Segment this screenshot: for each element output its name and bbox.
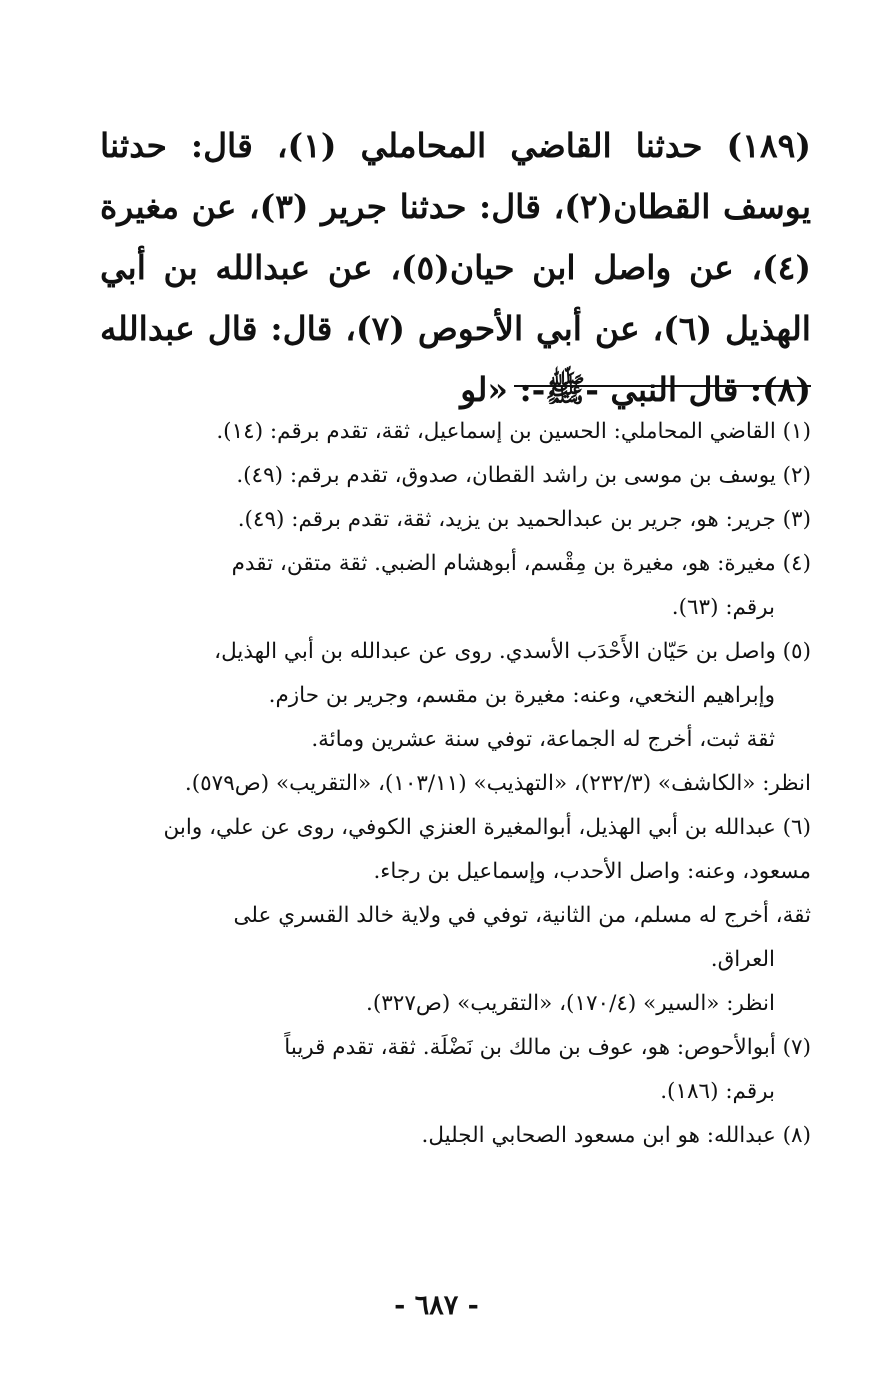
footnote-7-continuation: برقم: (١٨٦). [660,1079,775,1104]
footnote-1: (١) القاضي المحاملي: الحسين بن إسماعيل، ثقة، تقدم برقم: (١٤). [216,419,811,444]
footnote-5-grading: ثقة ثبت، أخرج له الجماعة، توفي سنة عشرين ومائة. [311,727,775,752]
footnote-7: (٧) أبوالأحوص: هو، عوف بن مالك بن نَضْلَة. ثقة، تقدم قريباً [284,1035,811,1060]
main-text: (١٨٩) حدثنا القاضي المحاملي (١)، قال: حدثنا يوسف القطان(٢)، قال: حدثنا جرير (٣)، عن مغيرة (٤)، عن واصل ابن حيان(٥)، عن عبدالله بن أبي الهذيل (٦)، عن أبي الأحوص (٧)، قال: قال عبدالله (٨): قال النبي -ﷺ-: «لو [100,126,812,409]
footnote-4: (٤) مغيرة: هو، مغيرة بن مِقْسم، أبوهشام الضبي. ثقة متقن، تقدم [231,551,811,576]
footnote-2: (٢) يوسف بن موسى بن راشد القطان، صدوق، تقدم برقم: (٤٩). [236,463,811,488]
footnote-4-continuation: برقم: (٦٣). [671,595,775,620]
footnote-6: (٦) عبدالله بن أبي الهذيل، أبوالمغيرة العنزي الكوفي، روى عن علي، وابن [163,815,811,840]
footnote-6-references: انظر: «السير» (١٧٠/٤)، «التقريب» (ص٣٢٧). [366,991,775,1016]
footnote-6-continuation: مسعود، وعنه: واصل الأحدب، وإسماعيل بن رجاء. [373,859,811,884]
footnote-5: (٥) واصل بن حَيّان الأَحْدَب الأسدي. روى عن عبدالله بن أبي الهذيل، [214,639,811,664]
footnote-divider [514,385,811,387]
footnote-5-references: انظر: «الكاشف» (٢٣٢/٣)، «التهذيب» (١٠٣/١١)، «التقريب» (ص٥٧٩). [184,771,811,796]
footnotes [100,410,811,1158]
footnote-6-grading: ثقة، أخرج له مسلم، من الثانية، توفي في ولاية خالد القسري على [233,903,811,928]
footnote-3: (٣) جرير: هو، جرير بن عبدالحميد بن يزيد، ثقة، تقدم برقم: (٤٩). [237,507,811,532]
footnote-5-continuation: وإبراهيم النخعي، وعنه: مغيرة بن مقسم، وجرير بن حازم. [268,683,775,708]
footnote-6-grading-continuation: العراق. [710,947,775,972]
page-number: - ٦٨٧ - [394,1290,479,1321]
footnote-8: (٨) عبدالله: هو ابن مسعود الصحابي الجليل. [421,1123,811,1148]
